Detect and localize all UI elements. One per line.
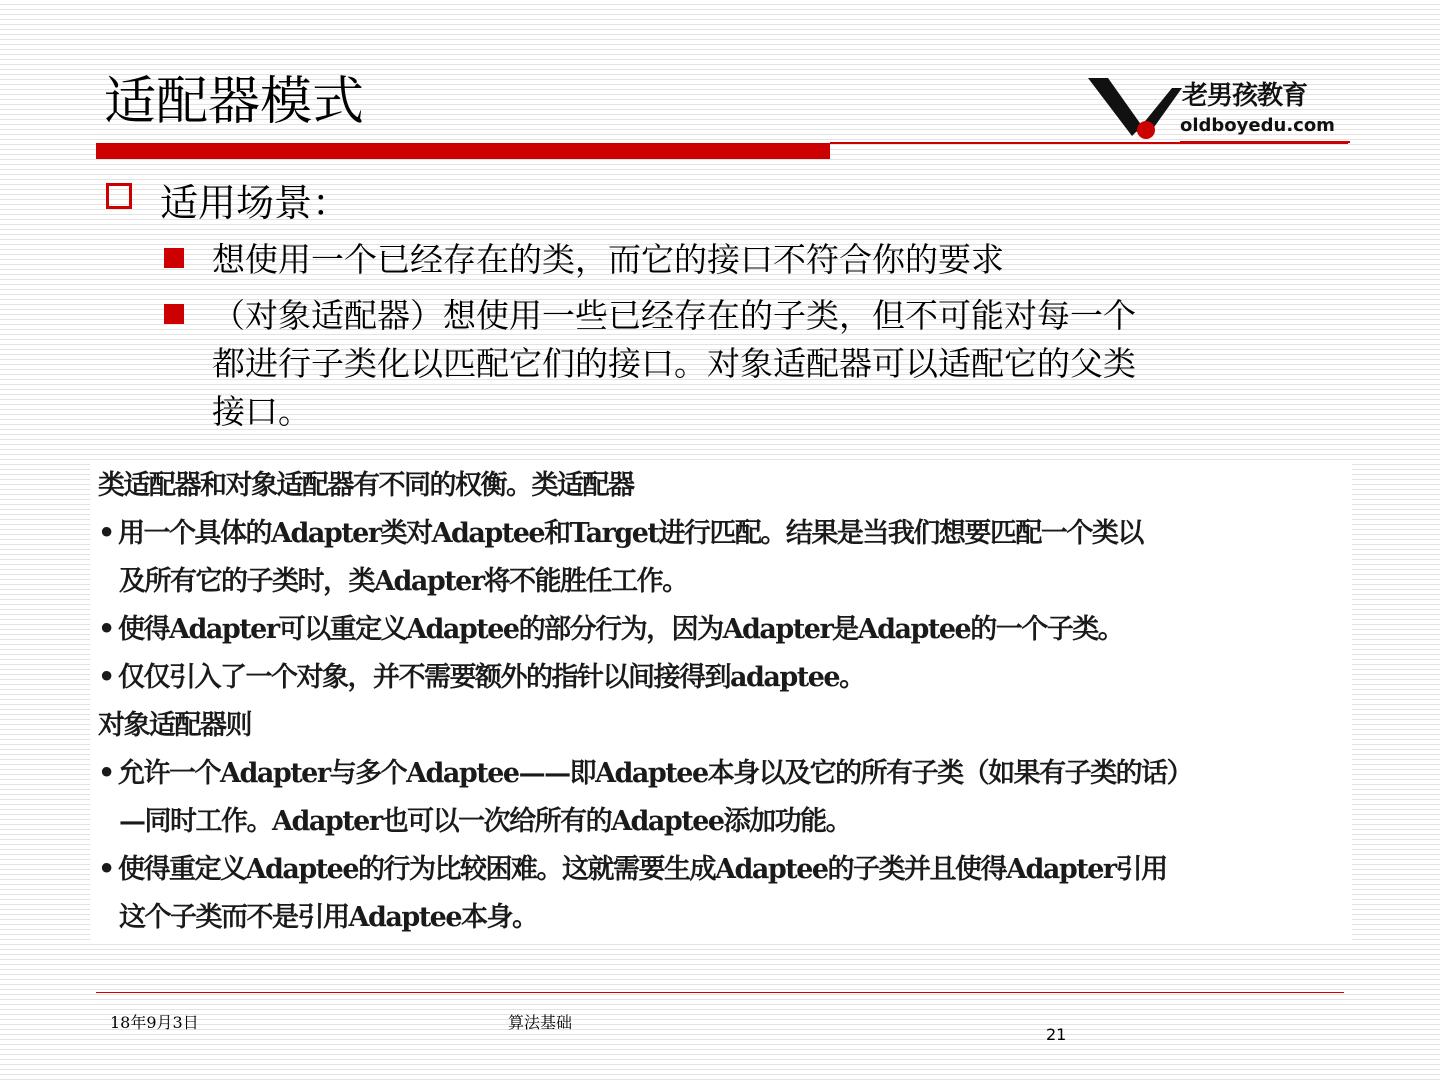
footer-date: 18年9月3日: [110, 1013, 199, 1032]
page-number: 21: [1046, 1025, 1067, 1044]
excerpt-line: —同时工作。Adapter也可以一次给所有的Adaptee添加功能。: [119, 806, 852, 837]
bullet-line: 接口。: [212, 392, 311, 431]
bullet-dot-icon: •: [98, 662, 114, 693]
excerpt-line: 类适配器和对象适配器有不同的权衡。类适配器: [98, 470, 634, 501]
bullet-dot-icon: •: [98, 614, 114, 645]
scanned-excerpt: [90, 462, 1352, 942]
bullet-line: 想使用一个已经存在的类，而它的接口不符合你的要求: [212, 240, 1004, 279]
footer-course-title: 算法基础: [508, 1013, 573, 1032]
excerpt-line: 及所有它的子类时，类Adapter将不能胜任工作。: [119, 566, 688, 597]
excerpt-line: 对象适配器则: [98, 710, 251, 741]
bullet-heading: 适用场景：: [160, 181, 351, 225]
excerpt-line: • 仅仅引入了一个对象，并不需要额外的指针以间接得到adaptee。: [98, 654, 865, 702]
excerpt-line: 这个子类而不是引用Adaptee本身。: [119, 902, 538, 933]
logo-domain: oldboyedu.com: [1180, 115, 1335, 136]
excerpt-line: • 使得重定义Adaptee的行为比较困难。这就需要生成Adaptee的子类并且使得Adapter引用: [98, 846, 1167, 894]
slide-title: 适配器模式: [104, 72, 365, 132]
bullet-line: （对象适配器）想使用一些已经存在的子类，但不可能对每一个: [212, 296, 1136, 335]
excerpt-line: • 使得Adapter可以重定义Adaptee的部分行为，因为Adapter是Adaptee的一个子类。: [98, 606, 1123, 654]
excerpt-line: • 用一个具体的Adapter类对Adaptee和Target进行匹配。结果是当我们想要匹配一个类以: [98, 510, 1143, 558]
filled-square-bullet-icon: [164, 304, 184, 324]
bullet-dot-icon: •: [98, 518, 114, 549]
bullet-dot-icon: •: [98, 758, 114, 789]
footer-divider: [96, 992, 1344, 993]
title-underline-bar: [96, 143, 830, 159]
logo-name-cn: 老男孩教育: [1182, 81, 1308, 111]
filled-square-bullet-icon: [164, 248, 184, 268]
excerpt-line: • 允许一个Adapter与多个Adaptee——即Adaptee本身以及它的所有子类（如果有子类的话）: [98, 750, 1192, 798]
bullet-dot-icon: •: [98, 854, 114, 885]
bullet-line: 都进行子类化以匹配它们的接口。对象适配器可以适配它的父类: [212, 344, 1136, 383]
hollow-square-bullet-icon: [106, 183, 132, 209]
